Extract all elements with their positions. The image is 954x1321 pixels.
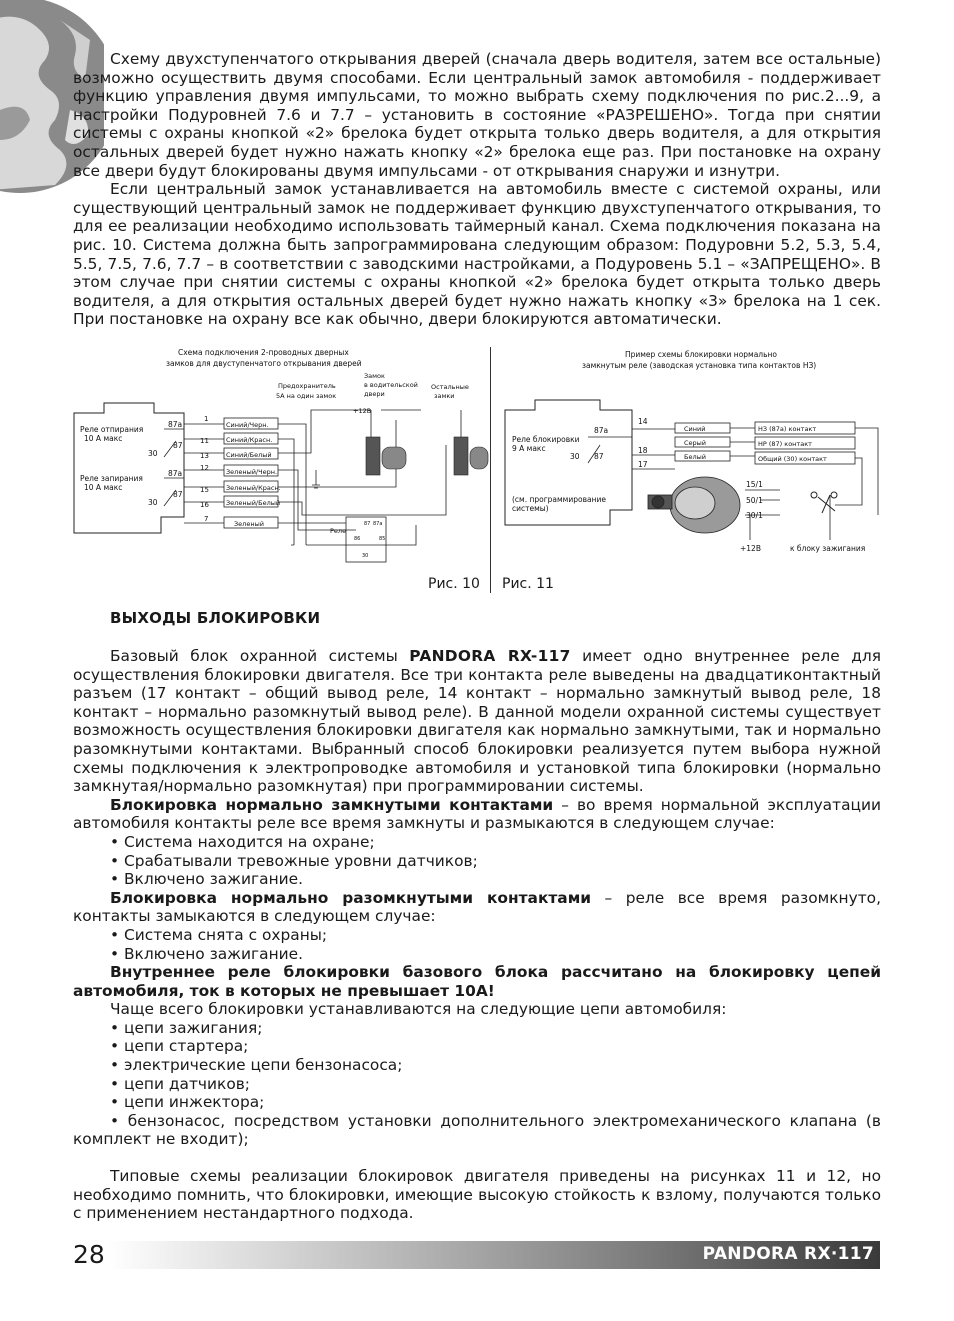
fig11-ign-50: 50/1 [746,496,763,505]
circuit-item-3: • электрические цепи бензонасоса; [73,1056,881,1075]
fig10-wire-7: Зеленый [234,520,264,528]
fig10-c30-1: 30 [148,449,158,458]
fig11-pin-17: 17 [638,460,648,469]
nc-title: Блокировка нормально замкнутыми контактами [110,795,554,814]
fig10-lockoth-2: замки [434,392,455,400]
fig11-wire-1: Синий [684,425,706,433]
fig11-to-ignition: к блоку зажигания [790,544,866,553]
body-brand: PANDORA RX-117 [409,647,571,665]
fig10-c87-1: 87 [173,441,183,450]
circuit-item-5: • цепи инжектора; [73,1093,881,1112]
fig11-title-1: Пример схемы блокировки нормально [625,350,778,359]
final-paragraph: Типовые схемы реализации блокировок двигателя приведены на рисунках 11 и 12, но необходимо помнить, что блокировки, имеющие высокую стойкость к взлому, получаются только с применением нестандартного подхода. [73,1167,881,1223]
nc-item-3: • Включено зажигание. [73,870,881,889]
fig10-wire-3: Синий/Белый [226,451,272,459]
body-paragraph-1 [73,647,881,796]
fig10-wire-4: Зеленый/Черн. [226,468,278,476]
no-item-2: • Включено зажигание. [73,945,881,964]
fig10-relay-close-2: 10 А макс [84,483,123,492]
fig10-lockdrv-3: двери [364,390,385,398]
section-title: ВЫХОДЫ БЛОКИРОВКИ [110,609,321,627]
fig11-ign-30: 30/1 [746,511,763,520]
nc-text: – во время нормальной эксплуатации автомобиля контакты реле все время замкнуты и размыкаются в следующем случае: [73,795,881,833]
fig10-lockdrv-1: Замок [364,372,385,380]
footer-brand: PANDORA RX·117 [702,1244,874,1264]
warning-paragraph [73,963,881,1000]
fig11-pin-14: 14 [638,417,648,426]
body-text [73,647,881,1223]
figure-10-diagram [66,345,490,570]
warning-text: Внутреннее реле блокировки базового блока рассчитано на блокировку цепей автомобиля, ток в которых не превышает 10А! [73,963,881,1000]
fig10-wire-5: Зеленый/Красн. [226,484,281,492]
fig11-prog-2: системы) [512,504,549,513]
circuit-item-6: • бензонасос, посредством установки дополнительного электромеханического клапана (в комплект не входит); [73,1112,881,1149]
fig10-relay-87a: 87a [373,521,383,527]
fig10-wire-6: Зеленый/Белый [226,499,281,507]
intro-text [73,50,881,329]
fig11-c30: 30 [570,452,580,461]
fig10-c87a-1: 87а [168,420,183,429]
fig10-relay-label: Реле [330,527,347,535]
figure-11-diagram [500,345,885,570]
fig10-pin-7: 7 [204,515,209,523]
circuits-intro: Чаще всего блокировки устанавливаются на следующие цепи автомобиля: [110,1000,727,1019]
fig10-pin-11: 11 [200,437,209,445]
fig10-relay-open-2: 10 А макс [84,434,123,443]
nc-item-1: • Система находится на охране; [73,833,881,852]
intro-paragraph-2: Если центральный замок устанавливается на автомобиль вместе с системой охраны, или существующий центральный замок не поддерживает функцию двухступенчатого открывания, то для ее реализации необходимо использовать таймерный канал. Схема подключения показана на рис. 10. Система должна быть запрограммирована следующим образом: Подуровни 5.2, 5.3, 5.4, 5.5, 7.5, 7.6, 7.7 – в соответствии с заводскими настройками, а Подуровень 5.1 – «ЗАПРЕЩЕНО». В этом случае при снятии системы с охраны кнопкой «2» брелока будет открыта только дверь водителя, а для открытия остальных дверей будет нужно нажать кнопку «3» брелока на 1 сек. При постановке на охрану все как обычно, двери блокируются автоматически. [73,180,881,329]
fig11-relay-1: Реле блокировки [512,435,580,444]
nc-paragraph [73,796,881,833]
fig11-prog-1: (см. программирование [512,495,606,504]
page-number: 28 [73,1240,105,1269]
fig11-contact-no: НР (87) контакт [758,440,812,448]
fig10-relay-85: 85 [379,536,386,542]
fig11-c87a: 87а [594,426,609,435]
fig10-lockdrv-2: в водительской [364,381,418,389]
fig10-lockoth-1: Остальные [431,383,469,391]
fig11-plus12: +12В [740,544,761,553]
fig10-pin-13: 13 [200,452,209,460]
fig10-relay-open-1: Реле отпирания [80,425,144,434]
figure-divider [490,347,491,593]
no-title: Блокировка нормально разомкнутыми контактами [110,888,592,907]
fig11-caption: Рис. 11 [502,576,554,592]
fig10-c30-2: 30 [148,498,158,507]
no-paragraph [73,889,881,926]
no-text: – реле все время разомкнуто, контакты замыкаются в следующем случае: [73,888,881,926]
fig11-c87: 87 [594,452,604,461]
fig11-relay-2: 9 А макс [512,444,546,453]
fig10-title-2: замков для двуступенчатого открывания дверей [166,359,362,368]
circuit-item-1: • цепи зажигания; [73,1019,881,1038]
fig10-pin-16: 16 [200,501,209,509]
fig11-contact-com: Общий (30) контакт [758,455,827,463]
body-p1-a: Базовый блок охранной системы [110,647,410,665]
fig11-contact-nc: НЗ (87а) контакт [758,425,817,433]
intro-paragraph-1: Схему двухступенчатого открывания дверей (сначала дверь водителя, затем все остальные) возможно осуществить двумя способами. Если центральный замок автомобиля - поддерживает функцию управления двумя импульсами, то можно выбрать схему подключения по рис.2...9, а настройки Подуровней 7.6 и 7.7 – установить в состояние «РАЗРЕШЕНО». Тогда при снятии системы с охраны кнопкой «2» брелока будет открыта только дверь водителя, а для открытия остальных дверей будет нужно нажать кнопку «2» брелока еще раз. При постановке на охрану все двери будут блокированы двумя импульсами - от открывания снаружи и изнутри. [73,50,881,180]
fig10-relay-30: 30 [362,553,369,559]
fig10-relay-close-1: Реле запирания [80,474,143,483]
fig10-c87a-2: 87а [168,469,183,478]
fig11-wire-2: Серый [684,439,707,447]
fig10-pin-15: 15 [200,486,209,494]
nc-item-2: • Срабатывали тревожные уровни датчиков; [73,852,881,871]
no-item-1: • Система снята с охраны; [73,926,881,945]
fig10-relay-86: 86 [354,536,361,542]
circuit-item-4: • цепи датчиков; [73,1075,881,1094]
fig11-ign-15: 15/1 [746,480,763,489]
fig11-wire-3: Белый [684,453,706,461]
spacer [73,1149,881,1167]
body-p1-b: имеет одно внутреннее реле для осуществления блокировки двигателя. Все три контакта реле выведены на двадцатиконтактный разъем (17 контакт – общий вывод реле, 14 контакт – нормально замкнутый вывод реле, 18 контакт – нормально разомкнутый вывод реле). В данной модели охранной системы существует возможность осуществления блокировки двигателя как нормально замкнутыми, так и нормально разомкнутыми контактами. Выбранный способ блокировки реализуется путем выбора нужной схемы подключения к электропроводке автомобиля и установкой типа блокировки (нормально замкнутая/нормально разомкнутая) при программировании системы. [73,647,881,796]
fig10-c87-2: 87 [173,490,183,499]
fig10-wire-2: Синий/Красн. [226,436,273,444]
fig10-relay-87: 87 [364,521,371,527]
fig10-fuse-2: 5А на один замок [276,392,337,400]
pliers-icon [811,492,837,513]
fig10-title-1: Схема подключения 2-проводных дверных [178,348,349,357]
fig10-pin-12: 12 [200,464,209,472]
fig10-wire-1: Синий/Черн. [226,421,269,429]
fig10-plus12: +12В [353,407,372,415]
fig11-title-2: замкнутым реле (заводская установка типа контактов НЗ) [582,361,817,370]
fig10-fuse-1: Предохранитель [278,382,336,390]
fig11-pin-18: 18 [638,446,648,455]
fig10-pin-1: 1 [204,415,209,423]
circuit-item-2: • цепи стартера; [73,1037,881,1056]
fig10-caption: Рис. 10 [428,576,480,592]
